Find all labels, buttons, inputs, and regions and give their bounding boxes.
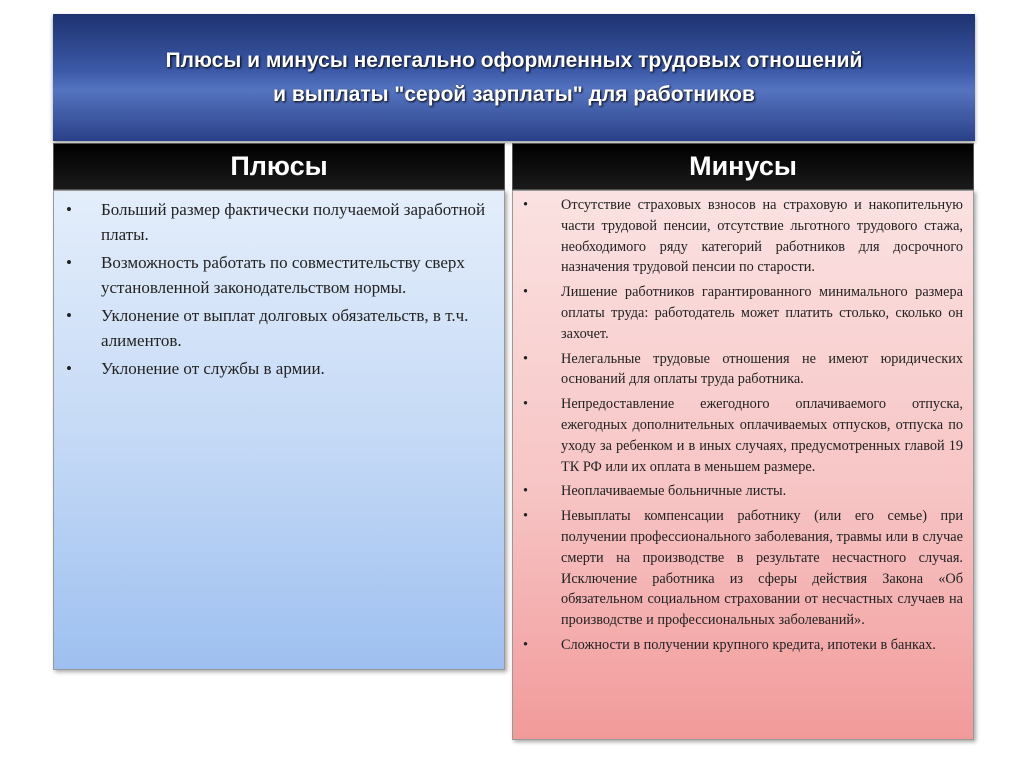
bullet-icon: • <box>66 200 72 219</box>
cons-item-text: Непредоставление ежегодного оплачиваемого отпуска, ежегодных дополнительных оплачиваемых отпусков, отпуска по уходу за ребенком и в иных случаях, предусмотренных главой 19 ТК РФ или их оплата в меньшем размере. <box>561 396 963 475</box>
bullet-icon: • <box>66 306 72 325</box>
pros-list-item <box>66 250 490 300</box>
bullet-icon: • <box>523 396 529 413</box>
pros-item-text: Уклонение от службы в армии. <box>101 359 325 378</box>
pros-panel <box>53 190 505 670</box>
cons-list-item <box>523 282 963 344</box>
cons-list-item <box>523 481 963 502</box>
title-line-1: Плюсы и минусы нелегально оформленных трудовых отношений <box>165 48 863 72</box>
slide-title-banner <box>53 14 975 141</box>
bullet-icon: • <box>66 359 72 378</box>
cons-list-item <box>523 195 963 278</box>
pros-list <box>54 191 504 381</box>
cons-item-text: Лишение работников гарантированного минимального размера оплаты труда: работодатель может платить столько, сколько он захочет. <box>561 284 963 342</box>
cons-item-text: Отсутствие страховых взносов на страховую и накопительную части трудовой пенсии, отсутствие льготного трудового стажа, необходимого ряду категорий работников для досрочного назначения трудовой пенсии по старости. <box>561 197 963 276</box>
pros-item-text: Уклонение от выплат долговых обязательств, в т.ч. алиментов. <box>101 306 469 350</box>
bullet-icon: • <box>523 197 529 213</box>
cons-list-item <box>523 506 963 631</box>
cons-list <box>513 191 973 656</box>
pros-item-text: Больший размер фактически получаемой заработной платы. <box>101 200 486 244</box>
bullet-icon: • <box>523 284 529 301</box>
cons-item-text: Сложности в получении крупного кредита, ипотеки в банках. <box>561 636 936 653</box>
pros-item-text: Возможность работать по совместительству сверх установленной законодательством нормы. <box>101 253 465 297</box>
cons-list-item <box>523 635 963 656</box>
cons-heading: Минусы <box>512 143 974 190</box>
cons-list-item <box>523 394 963 477</box>
bullet-icon: • <box>523 636 529 653</box>
pros-list-item <box>66 356 490 381</box>
cons-panel <box>512 190 974 740</box>
bullet-icon: • <box>523 508 529 525</box>
title-line-2: и выплаты "серой зарплаты" для работников <box>273 82 755 106</box>
cons-item-text: Нелегальные трудовые отношения не имеют юридических оснований для оплаты труда работника. <box>561 350 963 388</box>
bullet-icon: • <box>523 350 529 367</box>
bullet-icon: • <box>523 483 529 500</box>
cons-list-item <box>523 349 963 391</box>
pros-heading: Плюсы <box>53 143 505 190</box>
bullet-icon: • <box>66 253 72 272</box>
cons-item-text: Невыплаты компенсации работнику (или его семье) при получении профессионального заболевания, травмы или в случае смерти на производстве в результате несчастного случая. Исключение работника из сферы действия Закона «Об обязательном социальном страховании от несчастных случаев на производстве и профессиональных заболеваний». <box>561 508 963 629</box>
pros-list-item <box>66 197 490 247</box>
slide-title <box>166 44 863 112</box>
pros-list-item <box>66 303 490 353</box>
cons-item-text: Неоплачиваемые больничные листы. <box>561 483 787 500</box>
